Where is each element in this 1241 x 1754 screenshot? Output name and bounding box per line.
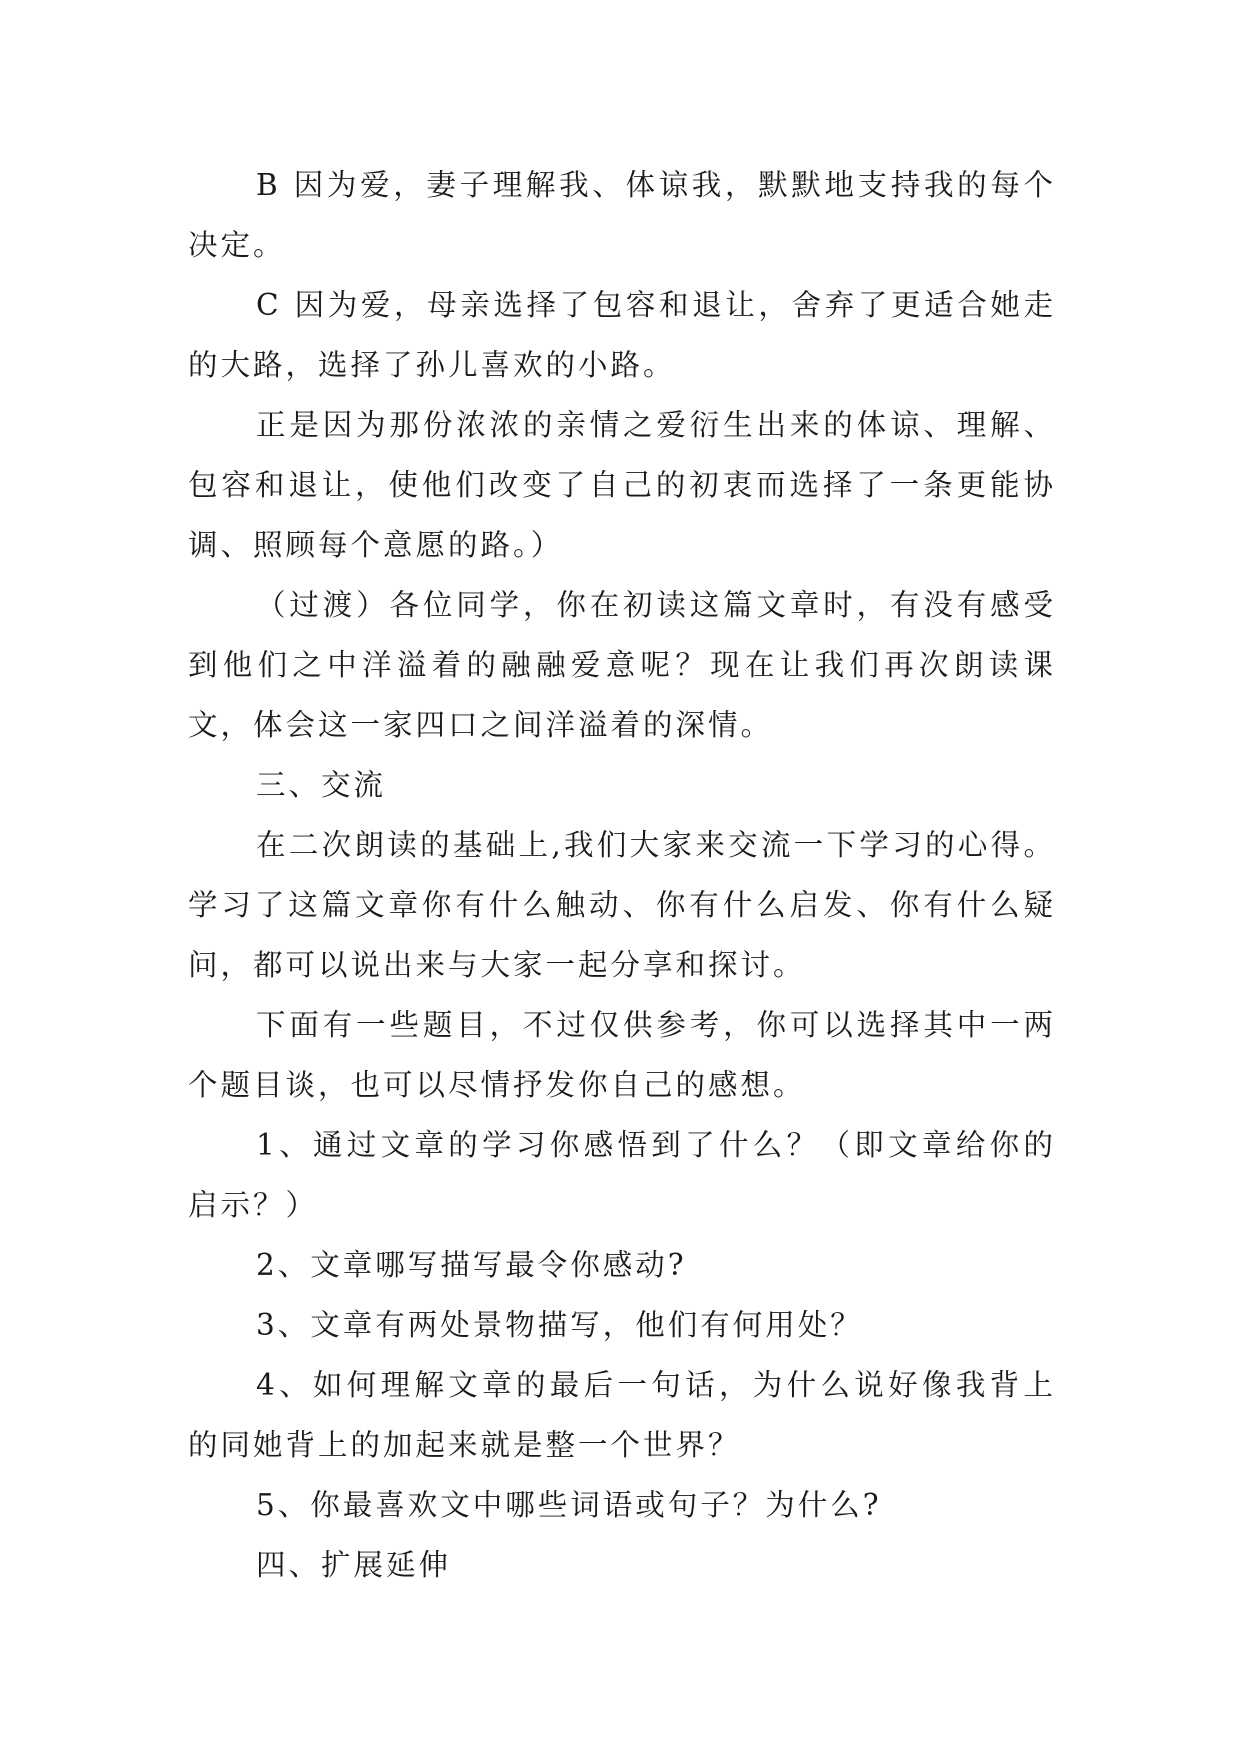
paragraph-option-c: C 因为爱，母亲选择了包容和退让，舍弃了更适合她走的大路，选择了孙儿喜欢的小路。 <box>188 288 1056 382</box>
question-item-2: 2、文章哪写描写最令你感动? <box>256 1248 687 1282</box>
paragraph-topics-intro: 下面有一些题目，不过仅供参考，你可以选择其中一两个题目谈，也可以尽情抒发你自己的感想。 <box>188 1008 1056 1102</box>
section-heading-exchange: 三、交流 <box>256 768 387 802</box>
question-item-5: 5、你最喜欢文中哪些词语或句子？为什么? <box>256 1488 882 1522</box>
question-item-4: 4、如何理解文章的最后一句话，为什么说好像我背上的同她背上的加起来就是整一个世界？ <box>188 1368 1056 1462</box>
question-item-3: 3、文章有两处景物描写，他们有何用处？ <box>256 1308 863 1342</box>
section-heading-extension: 四、扩展延伸 <box>256 1548 452 1582</box>
paragraph-transition: （过渡）各位同学，你在初读这篇文章时，有没有感受到他们之中洋溢着的融融爱意呢？现在让我们再次朗读课文，体会这一家四口之间洋溢着的深情。 <box>188 588 1056 742</box>
paragraph-summary: 正是因为那份浓浓的亲情之爱衍生出来的体谅、理解、包容和退让，使他们改变了自己的初衷而选择了一条更能协调、照顾每个意愿的路。） <box>188 408 1056 562</box>
document-body <box>188 155 1056 1595</box>
paragraph-option-b: B 因为爱，妻子理解我、体谅我，默默地支持我的每个决定。 <box>188 168 1056 262</box>
paragraph-exchange-intro: 在二次朗读的基础上,我们大家来交流一下学习的心得。学习了这篇文章你有什么触动、你有什么启发、你有什么疑问，都可以说出来与大家一起分享和探讨。 <box>188 828 1056 982</box>
question-item-1: 1、通过文章的学习你感悟到了什么？（即文章给你的启示？） <box>188 1128 1056 1222</box>
